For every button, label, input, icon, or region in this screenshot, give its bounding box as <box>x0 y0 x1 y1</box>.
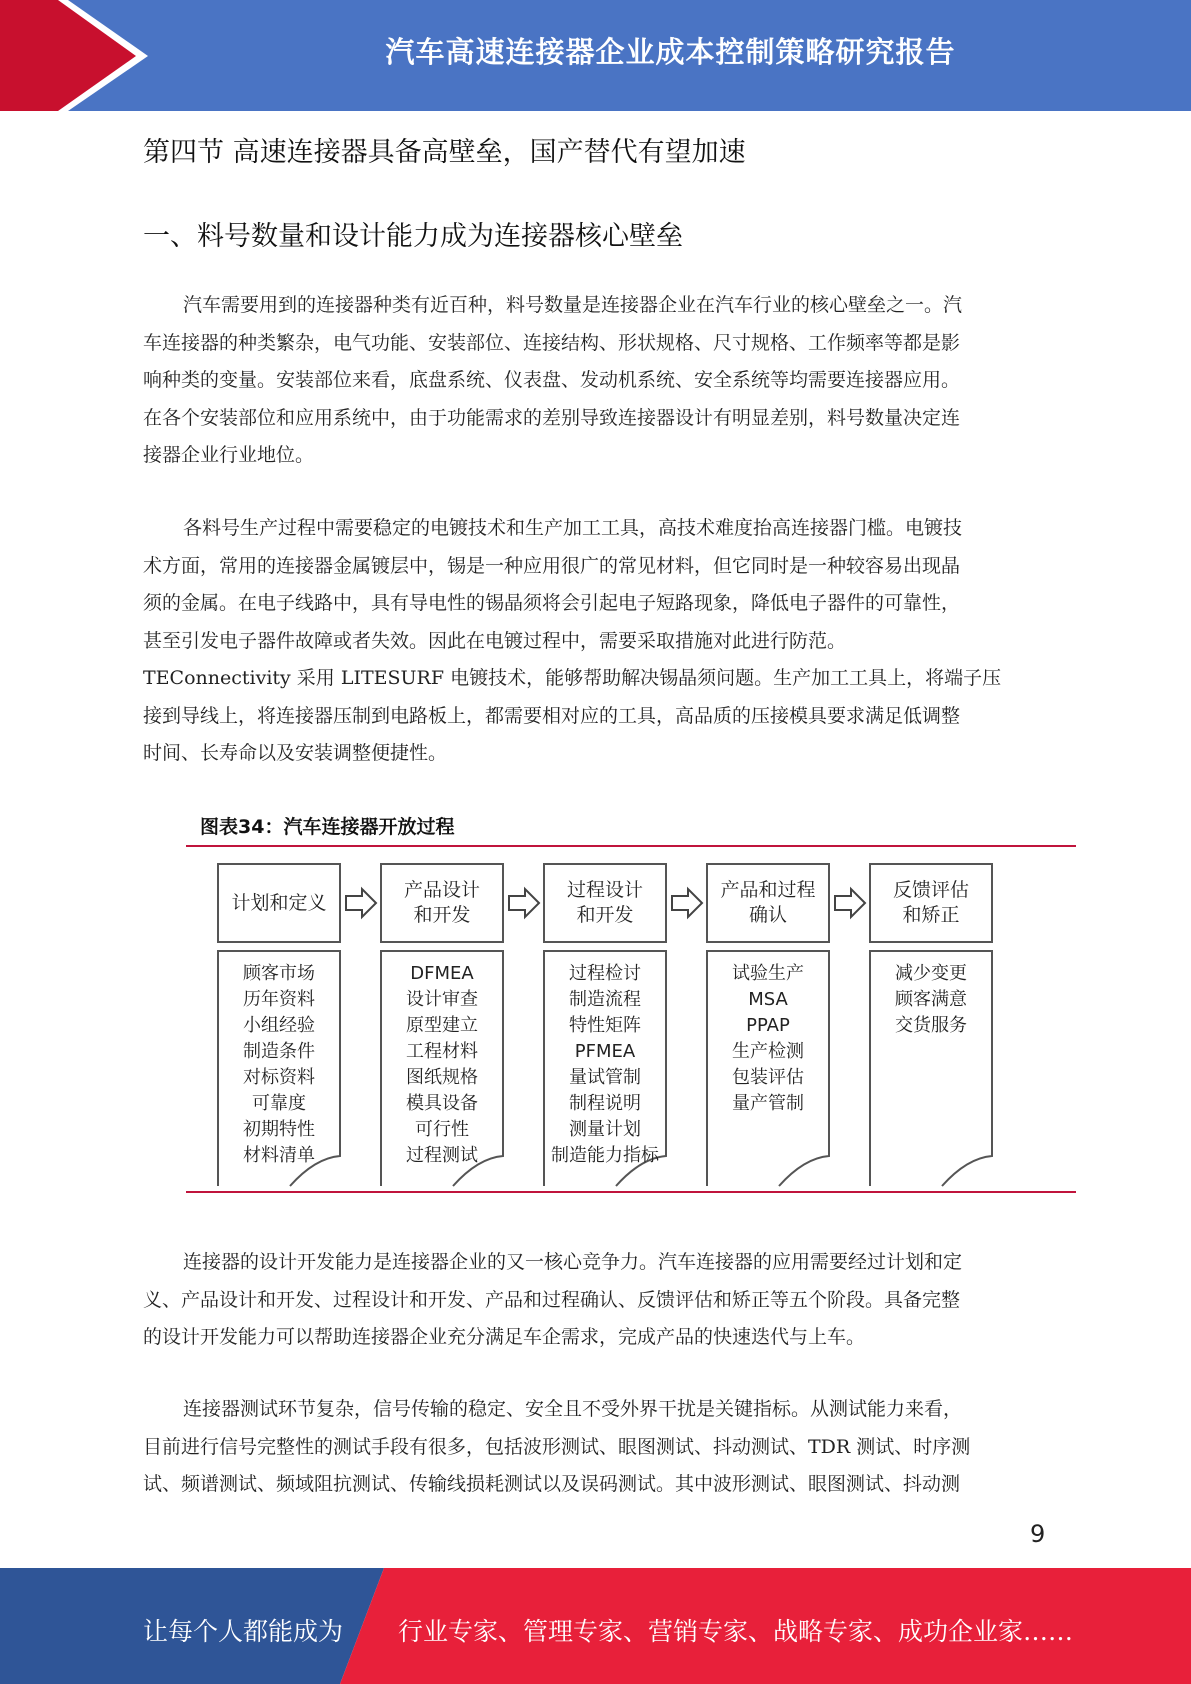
stage-title: 产品设计 和开发 <box>403 879 480 926</box>
stage-item: 过程测试 <box>406 1145 478 1166</box>
stage-title: 计划和定义 <box>231 891 327 914</box>
stage-title: 过程设计 和开发 <box>566 879 643 926</box>
header-arrow-decoration <box>0 0 150 111</box>
stage-item: 可行性 <box>415 1119 469 1140</box>
stage-item: 历年资料 <box>243 989 315 1010</box>
paragraph-line: 接到导线上，将连接器压制到电路板上，都需要相对应的工具，高品质的压接模具要求满足低调整 <box>143 704 961 727</box>
report-title: 汽车高速连接器企业成本控制策略研究报告 <box>385 34 956 69</box>
stage-item: 材料清单 <box>243 1145 315 1166</box>
stage-item: 工程材料 <box>406 1041 478 1062</box>
flow-arrow-icon <box>346 889 376 917</box>
stage-item-list <box>707 961 829 1117</box>
stage-item: 原型建立 <box>406 1015 478 1036</box>
footer-slogan-left: 让每个人都能成为 <box>143 1617 344 1646</box>
flow-arrow-icon <box>835 889 865 917</box>
paragraph-line: 时间、长寿命以及安装调整便捷性。 <box>143 742 448 764</box>
paragraph-line: 的设计开发能力可以帮助连接器企业充分满足车企需求，完成产品的快速迭代与上车。 <box>143 1326 866 1348</box>
stage-item: 制造流程 <box>569 989 641 1010</box>
stage-item: 顾客满意 <box>895 989 967 1010</box>
stage-item: 图纸规格 <box>406 1067 478 1088</box>
paragraph-line: 接器企业行业地位。 <box>143 444 315 466</box>
stage-item: 试验生产 <box>732 963 804 984</box>
stage-item: 制程说明 <box>569 1093 641 1114</box>
stage-item: 特性矩阵 <box>569 1015 641 1036</box>
stage-item: 对标资料 <box>243 1067 315 1088</box>
stage-item-list <box>381 961 503 1169</box>
stage-item: 量产管制 <box>732 1093 804 1114</box>
stage-item-list <box>544 961 666 1169</box>
header-band <box>0 0 1191 111</box>
paragraph-line: 甚至引发电子器件故障或者失效。因此在电镀过程中，需要采取措施对此进行防范。 <box>143 629 847 652</box>
paragraph-1 <box>143 287 1048 475</box>
paragraph-line: 义、产品设计和开发、过程设计和开发、产品和过程确认、反馈评估和矫正等五个阶段。具备完整 <box>143 1288 961 1311</box>
paragraph-line: 在各个安装部位和应用系统中，由于功能需求的差别导致连接器设计有明显差别，料号数量决定连 <box>143 406 961 429</box>
stage-item-list <box>218 961 340 1169</box>
process-figure <box>186 806 1076 1196</box>
paragraph-line: 各料号生产过程中需要稳定的电镀技术和生产加工工具，高技术难度抬高连接器门槛。电镀技 <box>183 517 963 539</box>
paragraph-line: 连接器的设计开发能力是连接器企业的又一核心竞争力。汽车连接器的应用需要经过计划和定 <box>183 1251 963 1273</box>
stage-item-list <box>870 961 992 1039</box>
paragraph-line: 目前进行信号完整性的测试手段有很多，包括波形测试、眼图测试、抖动测试、TDR 测试、时序测 <box>143 1435 971 1458</box>
stage-item: 顾客市场 <box>243 963 315 984</box>
figure-bottom-rule <box>186 1191 1076 1193</box>
stage-item: 初期特性 <box>243 1119 315 1140</box>
paragraph-4 <box>143 1391 1048 1504</box>
stage-item: PPAP <box>746 1015 790 1036</box>
stage-title: 产品和过程 确认 <box>720 879 816 926</box>
stage-item: 减少变更 <box>895 963 967 984</box>
stage-item: MSA <box>748 989 788 1010</box>
stage-item: 模具设备 <box>406 1093 478 1114</box>
flow-arrow-icon <box>672 889 702 917</box>
stage-item: 过程检讨 <box>569 963 641 984</box>
stage-item: DFMEA <box>410 963 474 984</box>
paragraph-line: 连接器测试环节复杂，信号传输的稳定、安全且不受外界干扰是关键指标。从测试能力来看， <box>183 1398 963 1420</box>
stage-item: 小组经验 <box>243 1015 315 1036</box>
stage-item: 交货服务 <box>895 1015 967 1036</box>
stage-item: 制造能力指标 <box>551 1145 659 1166</box>
paragraph-line: 车连接器的种类繁杂，电气功能、安装部位、连接结构、形状规格、尺寸规格、工作频率等都是影 <box>143 331 961 354</box>
paragraph-line: 汽车需要用到的连接器种类有近百种，料号数量是连接器企业在汽车行业的核心壁垒之一。汽 <box>183 294 963 316</box>
stage-item: 生产检测 <box>732 1041 804 1062</box>
page-number: 9 <box>1030 1520 1046 1548</box>
stage-item: 设计审查 <box>406 989 478 1010</box>
paragraph-line: 术方面，常用的连接器金属镀层中，锡是一种应用很广的常见材料，但它同时是一种较容易出现晶 <box>143 554 961 577</box>
stage-title: 反馈评估 和矫正 <box>892 879 969 926</box>
subsection-heading: 一、料号数量和设计能力成为连接器核心壁垒 <box>143 221 683 252</box>
stage-item: 制造条件 <box>243 1041 315 1062</box>
stage-item: 可靠度 <box>252 1093 306 1114</box>
stage-item: PFMEA <box>574 1041 636 1062</box>
stage-item: 测量计划 <box>569 1119 641 1140</box>
paragraph-3 <box>143 1244 1048 1357</box>
flow-arrow-icon <box>509 889 539 917</box>
paragraph-line: 试、频谱测试、频域阻抗测试、传输线损耗测试以及误码测试。其中波形测试、眼图测试、抖动测 <box>143 1473 961 1495</box>
paragraph-line: 响种类的变量。安装部位来看，底盘系统、仪表盘、发动机系统、安全系统等均需要连接器应用。 <box>143 369 961 391</box>
footer-slogan-right: 行业专家、管理专家、营销专家、战略专家、成功企业家…… <box>398 1617 1074 1646</box>
section-heading: 第四节 高速连接器具备高壁垒，国产替代有望加速 <box>143 137 746 168</box>
stage-item: 量试管制 <box>569 1067 641 1088</box>
paragraph-2 <box>143 510 1048 773</box>
stage-item: 包装评估 <box>732 1067 804 1088</box>
figure-caption: 图表34：汽车连接器开放过程 <box>200 816 455 838</box>
paragraph-line: TEConnectivity 采用 LITESURF 电镀技术，能够帮助解决锡晶须问题。生产加工工具上，将端子压 <box>143 667 1002 689</box>
paragraph-line: 须的金属。在电子线路中，具有导电性的锡晶须将会引起电子短路现象，降低电子器件的可靠性， <box>143 592 961 614</box>
